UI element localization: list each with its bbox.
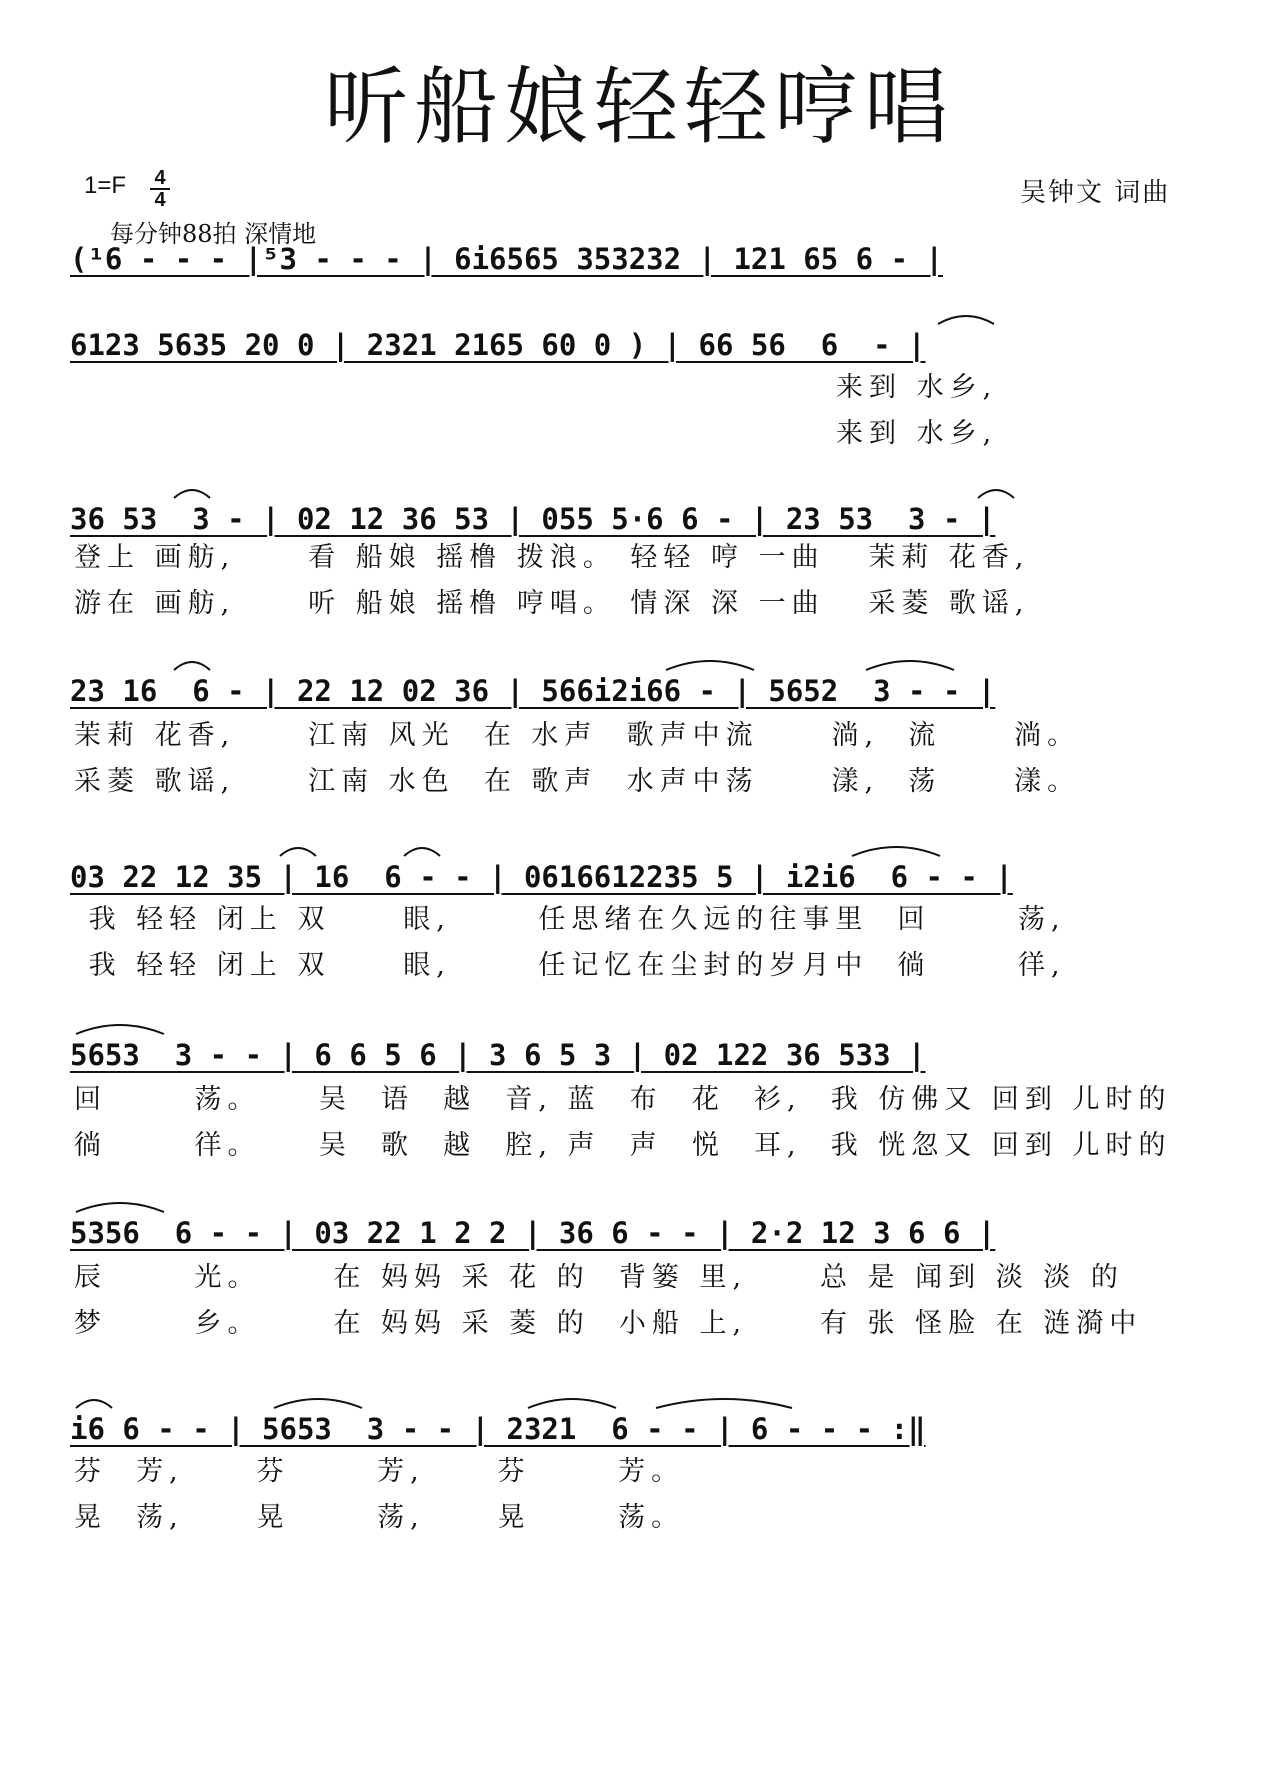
lyric-line-8a: 芬 芳, 芬 芳, 芬 芳。 [74, 1456, 685, 1487]
key-signature: 1=F [84, 172, 127, 199]
song-title: 听船娘轻轻哼唱 [323, 58, 954, 156]
time-signature-top: 4 [154, 167, 166, 189]
lyric-line-4b: 采菱 歌谣, 江南 水色 在 歌声 水声中荡 漾, 荡 漾。 [74, 766, 1081, 797]
lyric-line-4a: 茉莉 花香, 江南 风光 在 水声 歌声中流 淌, 流 淌。 [74, 720, 1081, 751]
lyric-line-7a: 辰 光。 在 妈妈 采 花 的 背篓 里, 总 是 闻到 淡 淡 的 [74, 1262, 1124, 1293]
time-signature-bottom: 4 [154, 189, 166, 211]
notation-line-3: 36 53 3 - | 02 12 36 53 | 055 5·6 6 - | 23 53 3 - | [70, 502, 996, 536]
notation-line-8: i6 6 - - | 5653 3 - - | 2321 6 - - | 6 - - - :‖ [70, 1412, 926, 1446]
time-signature [150, 168, 170, 210]
lyric-line-8b: 晃 荡, 晃 荡, 晃 荡。 [74, 1502, 685, 1533]
lyric-line-3b: 游在 画舫, 听 船娘 摇橹 哼唱。 情深 深 一曲 采菱 歌谣, [74, 588, 1030, 619]
notation-line-6: 5653 3 - - | 6 6 5 6 | 3 6 5 3 | 02 122 36 533 | [70, 1038, 926, 1072]
composer-credit: 吴钟文 词曲 [1020, 178, 1171, 208]
lyric-line-5a: 我 轻轻 闭上 双 眼, 任思绪在久远的往事里 回 荡, [74, 904, 1066, 935]
lyric-line-2a: 来到 水乡, [836, 372, 998, 403]
notation-line-7: 5356 6 - - | 03 22 1 2 2 | 36 6 - - | 2·2 12 3 6 6 | [70, 1216, 996, 1250]
lyric-line-7b: 梦 乡。 在 妈妈 采 菱 的 小船 上, 有 张 怪脸 在 涟漪中 [74, 1308, 1143, 1339]
notation-line-1: (¹6 - - - |⁵3 - - - | 6i6565 353232 | 121 65 6 - | [70, 242, 943, 276]
lyric-line-3a: 登上 画舫, 看 船娘 摇橹 拨浪。 轻轻 哼 一曲 茉莉 花香, [74, 542, 1030, 573]
notation-line-5: 03 22 12 35 | 16 6 - - | 0616612235 5 | i2i6 6 - - | [70, 860, 1013, 894]
lyric-line-6b: 徜 徉。 吴 歌 越 腔, 声 声 悦 耳, 我 恍忽又 回到 儿时的 [74, 1130, 1172, 1161]
lyric-line-6a: 回 荡。 吴 语 越 音, 蓝 布 花 衫, 我 仿佛又 回到 儿时的 [74, 1084, 1172, 1115]
notation-line-4: 23 16 6 - | 22 12 02 36 | 566i2i66 - | 5652 3 - - | [70, 674, 996, 708]
notation-line-2: 6123 5635 20 0 | 2321 2165 60 0 ) | 66 56 6 - | [70, 328, 926, 362]
tempo-marking: 每分钟88拍 深情地 [110, 220, 317, 248]
lyric-line-5b: 我 轻轻 闭上 双 眼, 任记忆在尘封的岁月中 徜 徉, [74, 950, 1066, 981]
lyric-line-2b: 来到 水乡, [836, 418, 998, 449]
